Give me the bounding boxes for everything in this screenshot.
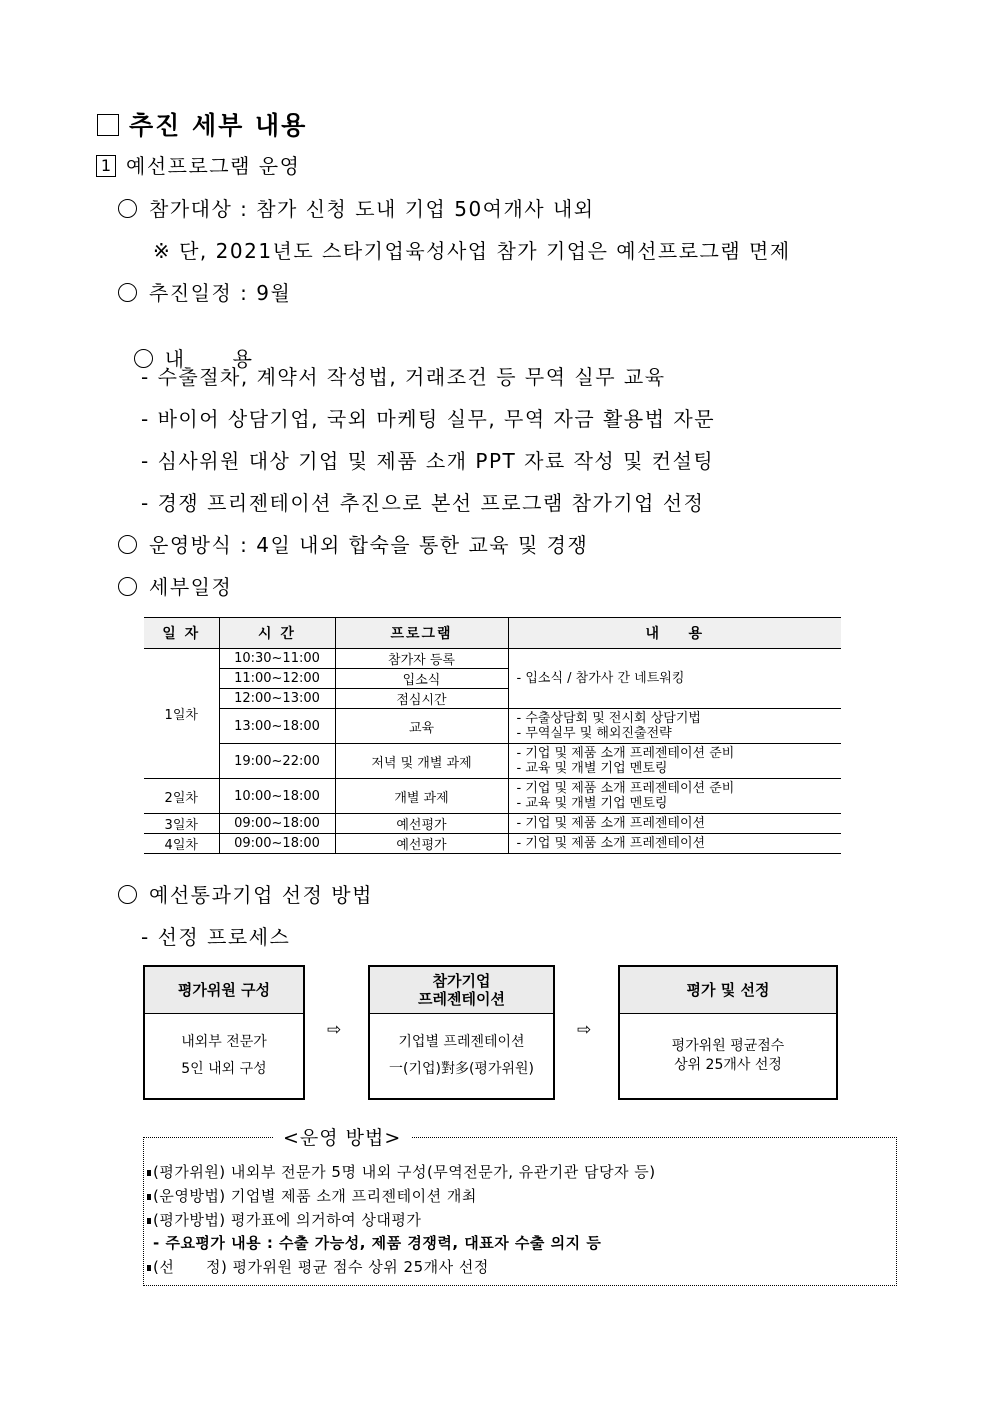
column-header: 프로그램 xyxy=(335,618,508,649)
content-label-text: 내 용 xyxy=(164,347,254,371)
section1-title xyxy=(96,150,300,179)
detail-schedule-text: 세부일정 xyxy=(149,575,233,599)
time-cell: 19:00~22:00 xyxy=(219,744,335,779)
program-cell: 교육 xyxy=(335,709,508,744)
content-item: - 심사위원 대상 기업 및 제품 소개 PPT 자료 작성 및 컨설팅 xyxy=(141,449,715,473)
time-cell: 10:00~18:00 xyxy=(219,779,335,814)
operation-line xyxy=(147,1185,477,1206)
program-cell: 예선평가 xyxy=(335,834,508,854)
bullet-icon xyxy=(147,1194,151,1200)
column-header: 일 자 xyxy=(144,618,219,649)
program-cell: 저녁 및 개별 과제 xyxy=(335,744,508,779)
right-arrow-icon: ⇨ xyxy=(327,1020,342,1040)
operation-line xyxy=(147,1161,656,1182)
time-cell: 13:00~18:00 xyxy=(219,709,335,744)
process-step-header: 평가 및 선정 xyxy=(620,967,836,1014)
process-step-body: 평가위원 평균점수 상위 25개사 선정 xyxy=(671,1038,785,1073)
content-line: - 수출상담회 및 전시회 상담기법 xyxy=(516,711,701,726)
circle-icon xyxy=(118,885,137,904)
process-step-box xyxy=(618,965,838,1100)
column-header: 내 용 xyxy=(508,618,841,649)
circle-icon xyxy=(118,535,137,554)
method-text: 운영방식 : 4일 내외 합숙을 통한 교육 및 경쟁 xyxy=(149,533,589,557)
table-row xyxy=(144,834,841,854)
operation-line xyxy=(147,1256,489,1277)
selection-title-line xyxy=(118,879,373,908)
schedule-text: 추진일정 : 9월 xyxy=(149,281,292,305)
bullet-icon xyxy=(147,1170,151,1176)
process-step-body: 기업별 프레젠테이션 一(기업)對多(평가위원) xyxy=(389,1034,534,1077)
table-row xyxy=(144,709,841,744)
note-line: ※ 단, 2021년도 스타기업육성사업 참가 기업은 예선프로그램 면제 xyxy=(153,239,791,263)
empty-square-icon xyxy=(97,114,119,136)
bullet-icon xyxy=(147,1265,151,1271)
program-cell: 개별 과제 xyxy=(335,779,508,814)
program-cell: 입소식 xyxy=(335,669,508,689)
content-item: - 경쟁 프리젠테이션 추진으로 본선 프로그램 참가기업 선정 xyxy=(141,491,705,515)
circle-icon xyxy=(118,199,137,218)
method-line xyxy=(118,529,588,558)
content-line: - 무역실무 및 해외진출전략 xyxy=(516,726,672,741)
operation-title: <운영 방법> xyxy=(273,1123,411,1150)
content-cell xyxy=(508,744,841,779)
table-row xyxy=(144,649,841,669)
content-item: - 바이어 상담기업, 국외 마케팅 실무, 무역 자금 활용법 자문 xyxy=(141,407,716,431)
process-step-header: 참가기업 프레젠테이션 xyxy=(370,967,553,1014)
target-line xyxy=(118,193,595,222)
time-cell: 09:00~18:00 xyxy=(219,834,335,854)
program-cell: 점심시간 xyxy=(335,689,508,709)
table-row xyxy=(144,779,841,814)
process-step-body: 내외부 전문가 5인 내외 구성 xyxy=(181,1034,267,1077)
process-step-header: 평가위원 구성 xyxy=(145,967,303,1014)
operation-line-text: (평가위원) 내외부 전문가 5명 내외 구성(무역전문가, 유관기관 담당자 등) xyxy=(153,1163,656,1181)
right-arrow-icon: ⇨ xyxy=(577,1020,592,1040)
circle-icon xyxy=(118,283,137,302)
content-cell: - 입소식 / 참가사 간 네트워킹 xyxy=(508,649,841,709)
time-cell: 09:00~18:00 xyxy=(219,814,335,834)
program-cell: 예선평가 xyxy=(335,814,508,834)
day-cell: 4일차 xyxy=(144,834,219,854)
content-line: - 교육 및 개별 기업 멘토링 xyxy=(516,796,668,811)
heading-label: 추진 세부 내용 xyxy=(129,111,308,140)
operation-bold-line: - 주요평가 내용 : 수출 가능성, 제품 경쟁력, 대표자 수출 의지 등 xyxy=(153,1234,602,1252)
content-line: - 기업 및 제품 소개 프레젠테이션 준비 xyxy=(516,746,735,761)
content-item: - 수출절차, 계약서 작성법, 거래조건 등 무역 실무 교육 xyxy=(141,365,666,389)
table-row xyxy=(144,744,841,779)
process-step-box xyxy=(368,965,555,1100)
content-cell: - 기업 및 제품 소개 프레젠테이션 xyxy=(508,834,841,854)
section1-title-text: 예선프로그램 운영 xyxy=(126,154,301,178)
table-row xyxy=(144,814,841,834)
schedule-table xyxy=(144,617,841,854)
day-cell: 2일차 xyxy=(144,779,219,814)
program-cell: 참가자 등록 xyxy=(335,649,508,669)
content-cell xyxy=(508,779,841,814)
selection-title-text: 예선통과기업 선정 방법 xyxy=(149,883,373,907)
time-cell: 10:30~11:00 xyxy=(219,649,335,669)
detail-schedule-line xyxy=(118,571,232,600)
content-cell xyxy=(508,709,841,744)
table-header-row xyxy=(144,618,841,649)
content-line: - 기업 및 제품 소개 프레젠테이션 준비 xyxy=(516,781,735,796)
circle-icon xyxy=(118,577,137,596)
operation-line-text: (운영방법) 기업별 제품 소개 프리젠테이션 개최 xyxy=(153,1187,477,1205)
content-line: - 교육 및 개별 기업 멘토링 xyxy=(516,761,668,776)
target-text: 참가대상 : 참가 신청 도내 기업 50여개사 내외 xyxy=(149,197,595,221)
time-cell: 11:00~12:00 xyxy=(219,669,335,689)
number-box: 1 xyxy=(96,155,116,177)
section-heading xyxy=(97,106,307,142)
operation-line-text: (평가방법) 평가표에 의거하여 상대평가 xyxy=(153,1211,422,1229)
column-header: 시 간 xyxy=(219,618,335,649)
content-cell: - 기업 및 제품 소개 프레젠테이션 xyxy=(508,814,841,834)
bullet-icon xyxy=(147,1218,151,1224)
day-cell: 1일차 xyxy=(144,649,219,779)
time-cell: 12:00~13:00 xyxy=(219,689,335,709)
operation-line xyxy=(147,1209,421,1230)
process-step-box xyxy=(143,965,305,1100)
schedule-line xyxy=(118,277,291,306)
day-cell: 3일차 xyxy=(144,814,219,834)
process-label: - 선정 프로세스 xyxy=(141,925,291,949)
operation-line-text: (선 정) 평가위원 평균 점수 상위 25개사 선정 xyxy=(153,1258,489,1276)
